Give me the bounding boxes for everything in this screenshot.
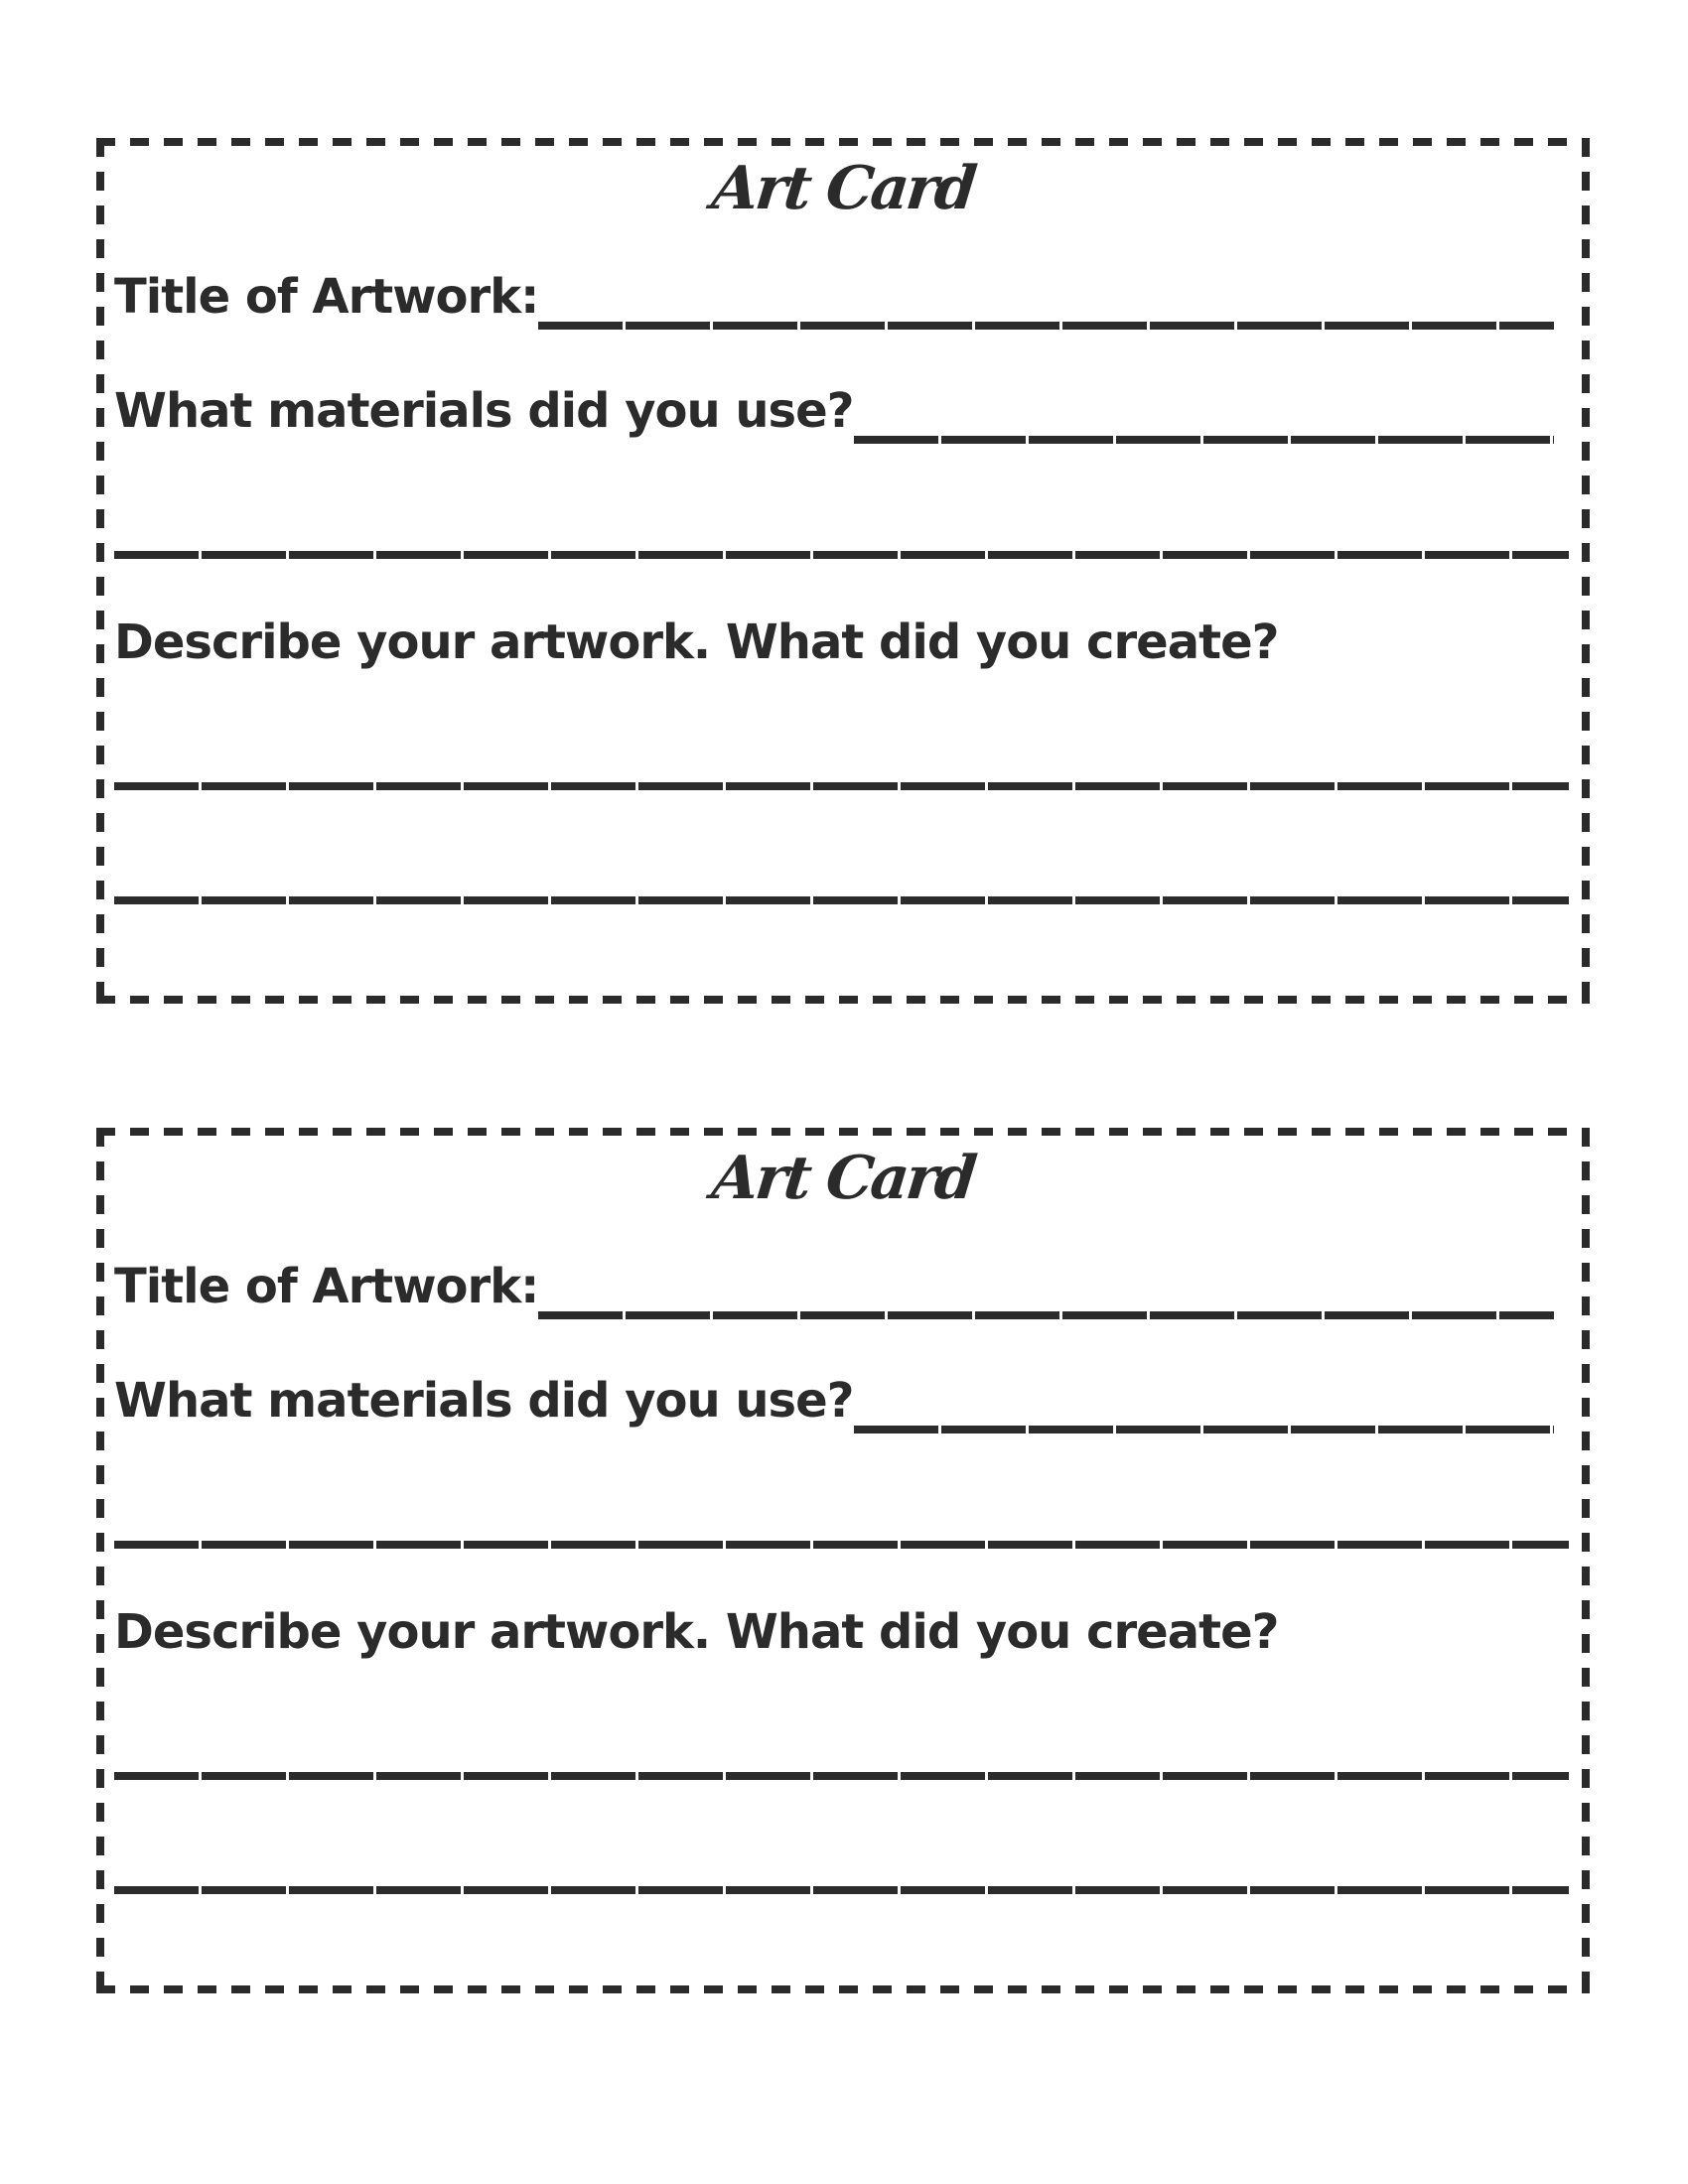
materials-field — [114, 381, 1554, 441]
title-of-artwork-field — [114, 267, 1554, 327]
materials-blank-line — [854, 1426, 1555, 1433]
materials-label: What materials did you use? — [114, 1373, 854, 1429]
art-card-1 — [96, 138, 1590, 1004]
materials-label: What materials did you use? — [114, 383, 854, 439]
materials-continuation-line — [114, 1541, 1569, 1549]
title-of-artwork-label: Title of Artwork: — [114, 269, 539, 325]
materials-field — [114, 1371, 1554, 1431]
describe-answer-line-2 — [114, 1886, 1569, 1894]
title-of-artwork-label: Title of Artwork: — [114, 1259, 539, 1314]
describe-prompt: Describe your artwork. What did you create? — [114, 1604, 1279, 1660]
describe-prompt: Describe your artwork. What did you create? — [114, 614, 1279, 670]
describe-answer-line-1 — [114, 782, 1569, 790]
materials-continuation-line — [114, 551, 1569, 559]
describe-answer-line-1 — [114, 1772, 1569, 1780]
title-of-artwork-field — [114, 1257, 1554, 1316]
card-title: Art Card — [708, 154, 978, 223]
art-card-2 — [96, 1128, 1590, 1993]
card-title: Art Card — [708, 1144, 978, 1213]
materials-blank-line — [854, 436, 1555, 444]
describe-answer-line-2 — [114, 896, 1569, 904]
title-of-artwork-blank-line — [538, 1311, 1554, 1319]
title-of-artwork-blank-line — [538, 322, 1554, 330]
